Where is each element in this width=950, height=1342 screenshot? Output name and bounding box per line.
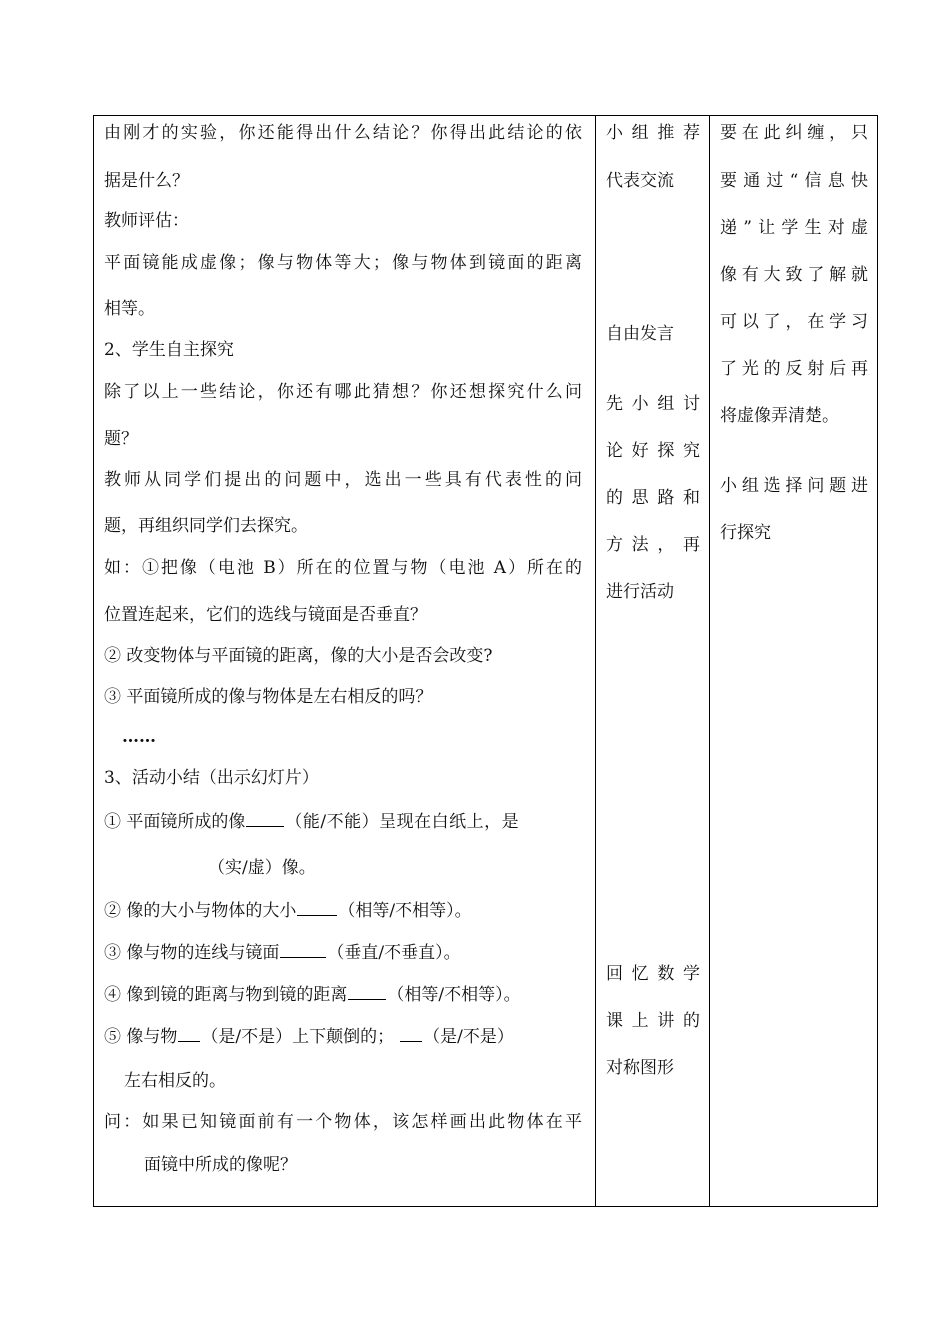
- question-line: 面镜中所成的像呢？: [144, 1155, 297, 1175]
- fill-blank: [400, 1027, 422, 1042]
- activity-text: 进行活动: [606, 582, 674, 602]
- content-line: 题，再组织同学们去探究。: [104, 516, 308, 536]
- content-line: 除了以上一些结论，你还有哪此猜想？你还想探究什么问: [104, 382, 582, 402]
- activity-text: 论好探究: [606, 441, 700, 461]
- content-line: ② 改变物体与平面镜的距离，像的大小是否会改变?: [104, 646, 493, 666]
- note-text: 小组选择问题进: [720, 476, 868, 496]
- fill-blank: [280, 943, 326, 958]
- activity-text: 课上讲的: [606, 1011, 700, 1031]
- content-line: 如：①把像（电池 B）所在的位置与物（电池 A）所在的: [104, 558, 582, 578]
- section-heading: 2、学生自主探究: [104, 340, 234, 360]
- activity-text: 小组推荐: [606, 123, 700, 143]
- summary-item-4: [104, 985, 521, 1005]
- content-line: 相等。: [104, 299, 155, 319]
- summary-item-2: [104, 901, 472, 921]
- fill-blank: [178, 1027, 200, 1042]
- activity-text: 对称图形: [606, 1058, 674, 1078]
- note-text: 将虚像弄清楚。: [720, 406, 839, 426]
- design-notes-column: [720, 116, 870, 1206]
- note-text: 像有大致了解就: [720, 265, 868, 285]
- summary-text: （是/不是）: [423, 1027, 514, 1047]
- lesson-table: [93, 115, 878, 1207]
- content-line: 平面镜能成虚像；像与物体等大；像与物体到镜面的距离: [104, 253, 582, 273]
- summary-text: ② 像的大小与物体的大小: [104, 901, 297, 921]
- student-activity-column: [606, 116, 700, 1206]
- summary-item-1: [104, 812, 519, 832]
- question-line: 问：如果已知镜面前有一个物体，该怎样画出此物体在平: [104, 1112, 582, 1132]
- summary-item-5: [104, 1027, 514, 1047]
- content-line: 教师从同学们提出的问题中，选出一些具有代表性的问: [104, 470, 582, 490]
- activity-text: 先小组讨: [606, 394, 700, 414]
- content-line: 由刚才的实验，你还能得出什么结论？你得出此结论的依: [104, 123, 582, 143]
- column-divider: [595, 116, 596, 1206]
- activity-text: 代表交流: [606, 171, 674, 191]
- note-text: 可以了，在学习: [720, 312, 868, 332]
- note-text: 递”让学生对虚: [720, 218, 868, 238]
- summary-item-5-cont: 左右相反的。: [124, 1071, 226, 1091]
- note-text: 行探究: [720, 523, 771, 543]
- summary-text: （能/不能）呈现在白纸上，是: [285, 812, 520, 832]
- column-divider: [709, 116, 710, 1206]
- summary-text: （相等/不相等）。: [338, 901, 472, 921]
- content-line: 位置连起来，它们的选线与镜面是否垂直？: [104, 605, 427, 625]
- summary-text: （垂直/不垂直）。: [327, 943, 461, 963]
- summary-text: ⑤ 像与物: [104, 1027, 178, 1047]
- note-text: 了光的反射后再: [720, 359, 868, 379]
- summary-text: ① 平面镜所成的像: [104, 812, 246, 832]
- summary-text: ③ 像与物的连线与镜面: [104, 943, 280, 963]
- section-heading: 3、活动小结（出示幻灯片）: [104, 768, 319, 788]
- teaching-content-column: [104, 116, 586, 1206]
- content-line: 教师评估：: [104, 211, 189, 231]
- note-text: 要通过“信息快: [720, 171, 868, 191]
- summary-text: （是/不是）上下颠倒的；: [201, 1027, 395, 1047]
- fill-blank: [246, 812, 284, 827]
- summary-text: ④ 像到镜的距离与物到镜的距离: [104, 985, 348, 1005]
- fill-blank: [297, 901, 337, 916]
- content-line: 据是什么？: [104, 171, 189, 191]
- note-text: 要在此纠缠，只: [720, 123, 868, 143]
- activity-text: 自由发言: [606, 324, 674, 344]
- content-line: ③ 平面镜所成的像与物体是左右相反的吗？: [104, 687, 433, 707]
- fill-blank: [348, 985, 386, 1000]
- content-line: 题？: [104, 429, 138, 449]
- activity-text: 的思路和: [606, 488, 700, 508]
- summary-item-1-cont: （实/虚）像。: [208, 858, 316, 878]
- activity-text: 回忆数学: [606, 964, 700, 984]
- summary-item-3: [104, 943, 461, 963]
- summary-text: （相等/不相等）。: [387, 985, 521, 1005]
- activity-text: 方法，再: [606, 535, 700, 555]
- ellipsis: ……: [122, 727, 156, 747]
